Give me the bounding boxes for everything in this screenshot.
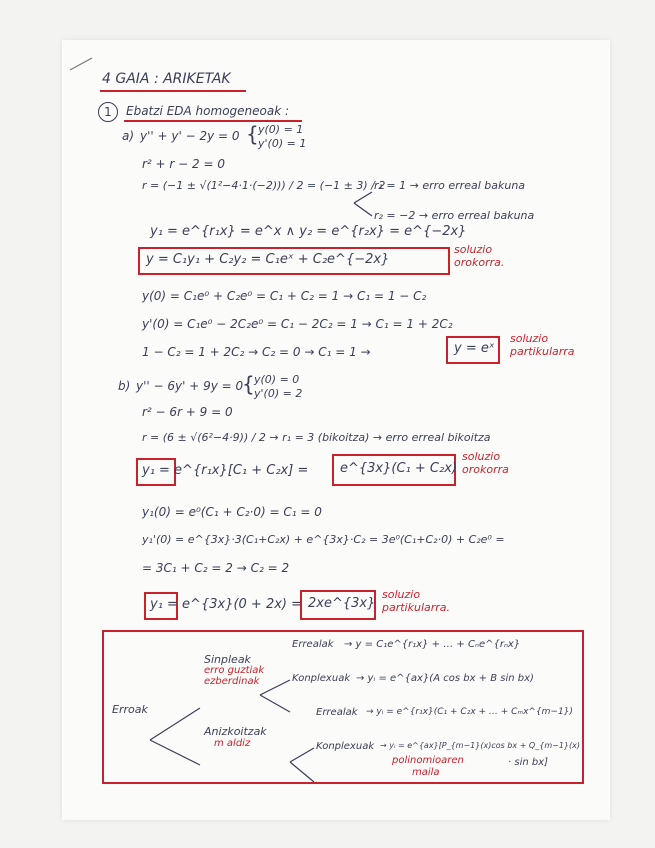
heading-underline (124, 120, 302, 122)
summary-complex-multiple: → yᵢ = e^{ax}[P_{m−1}(x)cos bx + Q_{m−1}(x) (380, 741, 580, 750)
part-a-root2: r₂ = −2 → erro erreal bakuna (374, 209, 535, 222)
part-b-particular: 2xe^{3x} (308, 596, 376, 611)
summary-complex-multiple-tail: · sin bx] (508, 757, 549, 768)
summary-real-simple-label: Errealak (292, 639, 334, 650)
summary-polynomial-note2: maila (412, 767, 440, 778)
title-underline (100, 90, 246, 92)
part-b-char-eq: r² − 6r + 9 = 0 (142, 405, 233, 419)
part-b-ic1: y₁(0) = e⁰(C₁ + C₂·0) = C₁ = 0 (142, 505, 322, 519)
part-a-basis: y₁ = e^{r₁x} = e^x ∧ y₂ = e^{r₂x} = e^{−2x} (150, 224, 467, 239)
part-b-cond2: y'(0) = 2 (254, 387, 303, 400)
part-a-cond1: y(0) = 1 (258, 123, 304, 136)
summary-complex-simple-label: Konplexuak (292, 673, 351, 684)
exercise-number: 1 (98, 102, 118, 122)
summary-simple-sub2: ezberdinak (204, 676, 260, 687)
part-a-general-note: soluzio orokorra. (454, 243, 505, 269)
part-a-equation: y'' + y' − 2y = 0 (140, 129, 240, 143)
part-b-general-note: soluzio orokorra (462, 450, 509, 476)
notebook-page (62, 40, 610, 820)
part-b-cond1: y(0) = 0 (254, 373, 300, 386)
part-b-general: e^{3x}(C₁ + C₂x) (340, 461, 457, 476)
summary-real-multiple-label: Errealak (316, 707, 358, 718)
summary-real-multiple: → yᵢ = e^{r₁x}(C₁ + C₂x + … + Cₘx^{m−1}) (366, 707, 573, 717)
part-a-cond2: y'(0) = 1 (258, 137, 307, 150)
part-b-particular-lhs: y₁ = e^{3x}(0 + 2x) = (150, 597, 303, 612)
part-a-general: y = C₁y₁ + C₂y₂ = C₁eˣ + C₂e^{−2x} (146, 252, 390, 267)
summary-root: Erroak (112, 703, 148, 716)
part-b-general-lhs: y₁ = e^{r₁x}[C₁ + C₂x] = (142, 463, 309, 478)
summary-multiple-sub: m aldiz (214, 738, 251, 749)
part-a-particular: y = eˣ (454, 341, 495, 356)
part-a-label: a) (122, 129, 135, 143)
summary-multiple: Anizkoitzak (204, 725, 267, 738)
part-b-root-formula: r = (6 ± √(6²−4·9)) / 2 → r₁ = 3 (bikoitza) → erro erreal bikoitza (142, 431, 491, 444)
part-a-root-formula: r = (−1 ± √(1²−4·1·(−2))) / 2 = (−1 ± 3) / 2 (142, 179, 386, 192)
part-a-ic1: y(0) = C₁e⁰ + C₂e⁰ = C₁ + C₂ = 1 → C₁ = 1 − C₂ (142, 289, 427, 303)
brace: { (246, 122, 259, 146)
summary-simple-sub1: erro guztiak (204, 665, 265, 676)
part-b-ic2: y₁'(0) = e^{3x}·3(C₁+C₂x) + e^{3x}·C₂ = 3e⁰(C₁+C₂·0) + C₂e⁰ = (142, 533, 505, 546)
summary-complex-multiple-label: Konplexuak (316, 741, 375, 752)
part-a-char-eq: r² + r − 2 = 0 (142, 157, 225, 171)
part-b-label: b) (118, 379, 131, 393)
part-b-solve: = 3C₁ + C₂ = 2 → C₂ = 2 (142, 561, 290, 575)
exercise-heading: Ebatzi EDA homogeneoak : (126, 104, 290, 118)
summary-complex-simple: → yᵢ = e^{ax}(A cos bx + B sin bx) (356, 673, 534, 684)
part-a-root1: r₁ = 1 → erro erreal bakuna (374, 179, 526, 192)
part-a-particular-note: soluzio partikularra (510, 332, 575, 358)
part-b-particular-note: soluzio partikularra. (382, 588, 451, 614)
part-a-ic2: y'(0) = C₁e⁰ − 2C₂e⁰ = C₁ − 2C₂ = 1 → C₁ = 1 + 2C₂ (142, 317, 453, 331)
summary-polynomial-note1: polinomioaren (392, 755, 464, 766)
brace-b: { (242, 372, 255, 396)
summary-real-simple: → y = C₁e^{r₁x} + … + Cₙe^{rₙx} (344, 639, 521, 650)
page-title: 4 GAIA : ARIKETAK (102, 71, 231, 87)
part-b-equation: y'' − 6y' + 9y = 0 (136, 379, 244, 393)
summary-simple: Sinpleak (204, 653, 251, 666)
part-a-solve: 1 − C₂ = 1 + 2C₂ → C₂ = 0 → C₁ = 1 → (142, 345, 371, 359)
